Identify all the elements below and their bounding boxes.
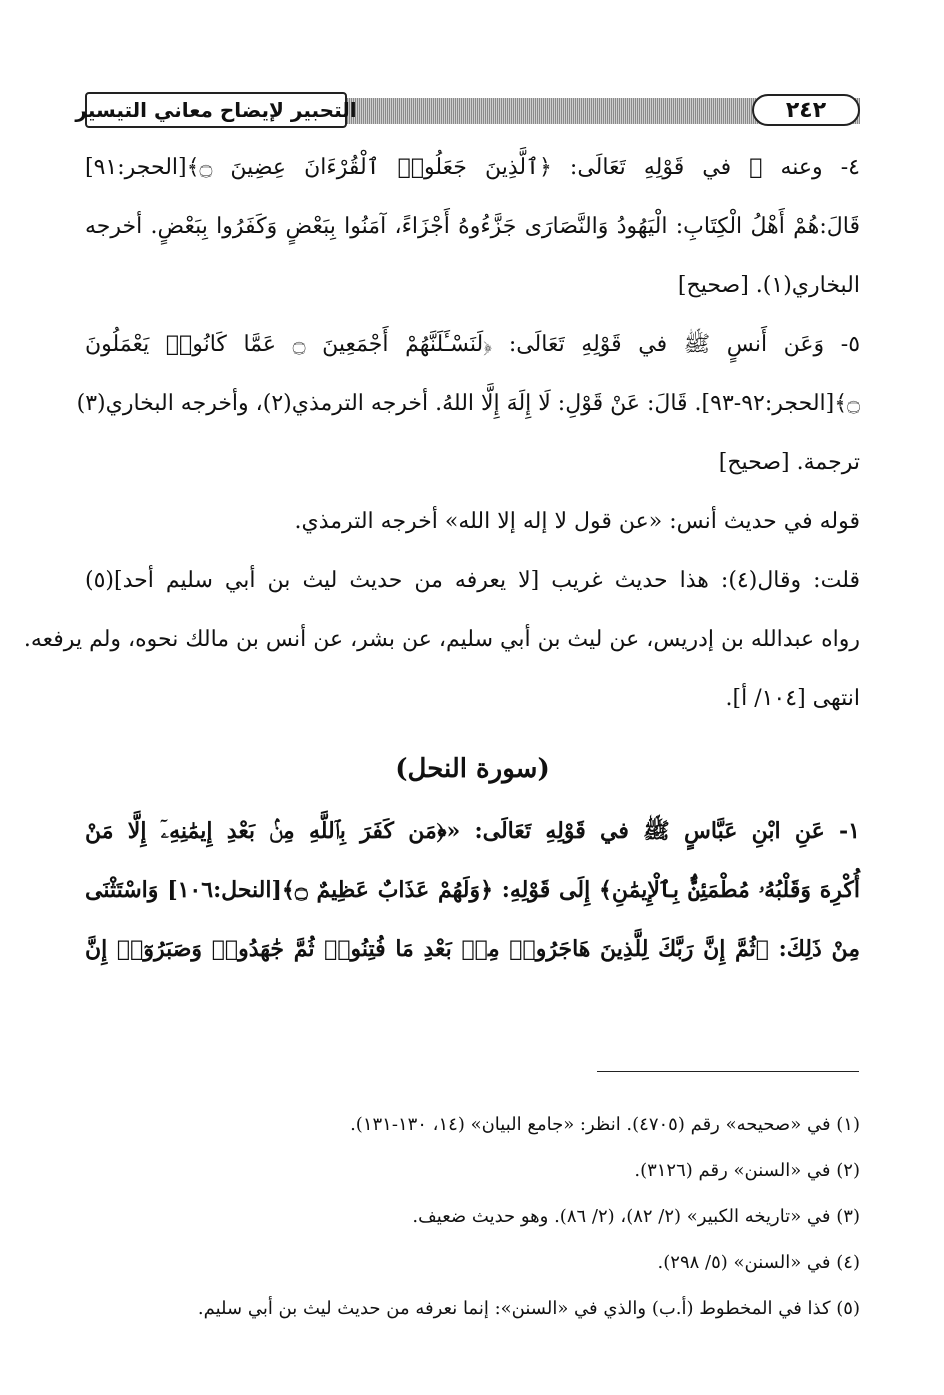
text-line: مِنْ ذَلِكَ: ﴿ثُمَّ إِنَّ رَبَّكَ لِلَّذِينَ هَاجَرُوا۟ مِنۢ بَعْدِ مَا فُتِنُوا۟ ثُمَّ جَٰهَدُوا۟ وَصَبَرُوٓا۟ إِنَّ bbox=[85, 936, 860, 962]
page-number-frame bbox=[752, 94, 860, 126]
section-heading: (سورة النحل) bbox=[395, 754, 550, 784]
text-line: ١- عَنِ ابْنِ عَبَّاسٍ ﷺ في قَوْلِهِ تَعَالَى: «﴿مَن كَفَرَ بِٱللَّهِ مِنۢ بَعْدِ إِيمَٰنِهِۦٓ إِلَّا مَنْ bbox=[85, 818, 860, 844]
text-line: ٤- وعنه ﷺ في قَوْلِهِ تَعَالَى: ﴿ٱلَّذِينَ جَعَلُوا۟ ٱلْقُرْءَانَ عِضِينَ ۝﴾[الحجر:٩١] bbox=[85, 155, 860, 180]
text-line: ٥- وَعَن أَنسٍ ﷺ في قَوْلِهِ تَعَالَى: ﴿لَنَسْـَٔلَنَّهُمْ أَجْمَعِينَ ۝ عَمَّا كَانُوا۟ يَعْمَلُونَ bbox=[85, 332, 861, 357]
text-line: قوله في حديث أنس: «عن قول لا إله إلا الله» أخرجه الترمذي. bbox=[294, 509, 860, 534]
text-line: ترجمة. [صحيح] bbox=[718, 450, 860, 475]
page-number: ٢٤٢ bbox=[785, 97, 827, 123]
footnote: (١) في «صحيحه» رقم (٤٧٠٥). انظر: «جامع البيان» (١٤، ١٣٠-١٣١). bbox=[350, 1114, 860, 1135]
footnote: (٥) كذا في المخطوط (أ.ب) والذي في «السنن»: إنما نعرفه من حديث ليث بن أبي سليم. bbox=[197, 1298, 860, 1319]
text-line: انتهى [١٠٤/ أ]. bbox=[725, 686, 860, 711]
text-line: رواه عبدالله بن إدريس، عن ليث بن أبي سليم، عن بشر، عن أنس بن مالك نحوه، ولم يرفعه. bbox=[23, 627, 860, 652]
footnote: (٤) في «السنن» (٥/ ٢٩٨). bbox=[657, 1252, 860, 1273]
footnote-divider bbox=[597, 1071, 859, 1072]
text-line: البخاري(١). [صحيح] bbox=[677, 273, 860, 298]
text-line: ۝﴾[الحجر:٩٢-٩٣]. قَالَ: عَنْ قَوْلِ: لَا إِلَهَ إِلَّا اللهُ. أخرجه الترمذي(٢)، وأخرجه البخاري(٣) bbox=[76, 391, 860, 416]
text-line: قلت: وقال(٤): هذا حديث غريب [لا يعرفه من حديث ليث بن أبي سليم أحد](٥) bbox=[85, 568, 860, 593]
page-header bbox=[75, 92, 860, 130]
book-title: التحبير لإيضاح معاني التيسير bbox=[75, 98, 357, 122]
text-line: قَالَ:هُمْ أَهْلُ الْكِتَابِ: الْيَهُودُ وَالنَّصَارَى جَزَّءُوهُ أَجْزَاءً، آمَنُوا بِبَعْضٍ وَكَفَرُوا بِبَعْضٍ. أخرجه bbox=[85, 214, 860, 239]
footnotes bbox=[85, 1102, 860, 1332]
main-text bbox=[23, 138, 861, 979]
header-title-frame bbox=[75, 92, 357, 128]
footnote: (٣) في «تاريخه الكبير» (٢/ ٨٢)، (٢/ ٨٦). وهو حديث ضعيف. bbox=[412, 1206, 860, 1227]
text-line: أُكْرِهَ وَقَلْبُهُۥ مُطْمَئِنٌّۢ بِٱلْإِيمَٰنِ﴾ إِلَى قَوْلِهِ: ﴿وَلَهُمْ عَذَابٌ عَظِيمٌ ۝﴾[النحل:١٠٦] وَاسْتَثْنَى bbox=[85, 877, 860, 903]
footnote: (٢) في «السنن» رقم (٣١٢٦). bbox=[634, 1160, 860, 1181]
